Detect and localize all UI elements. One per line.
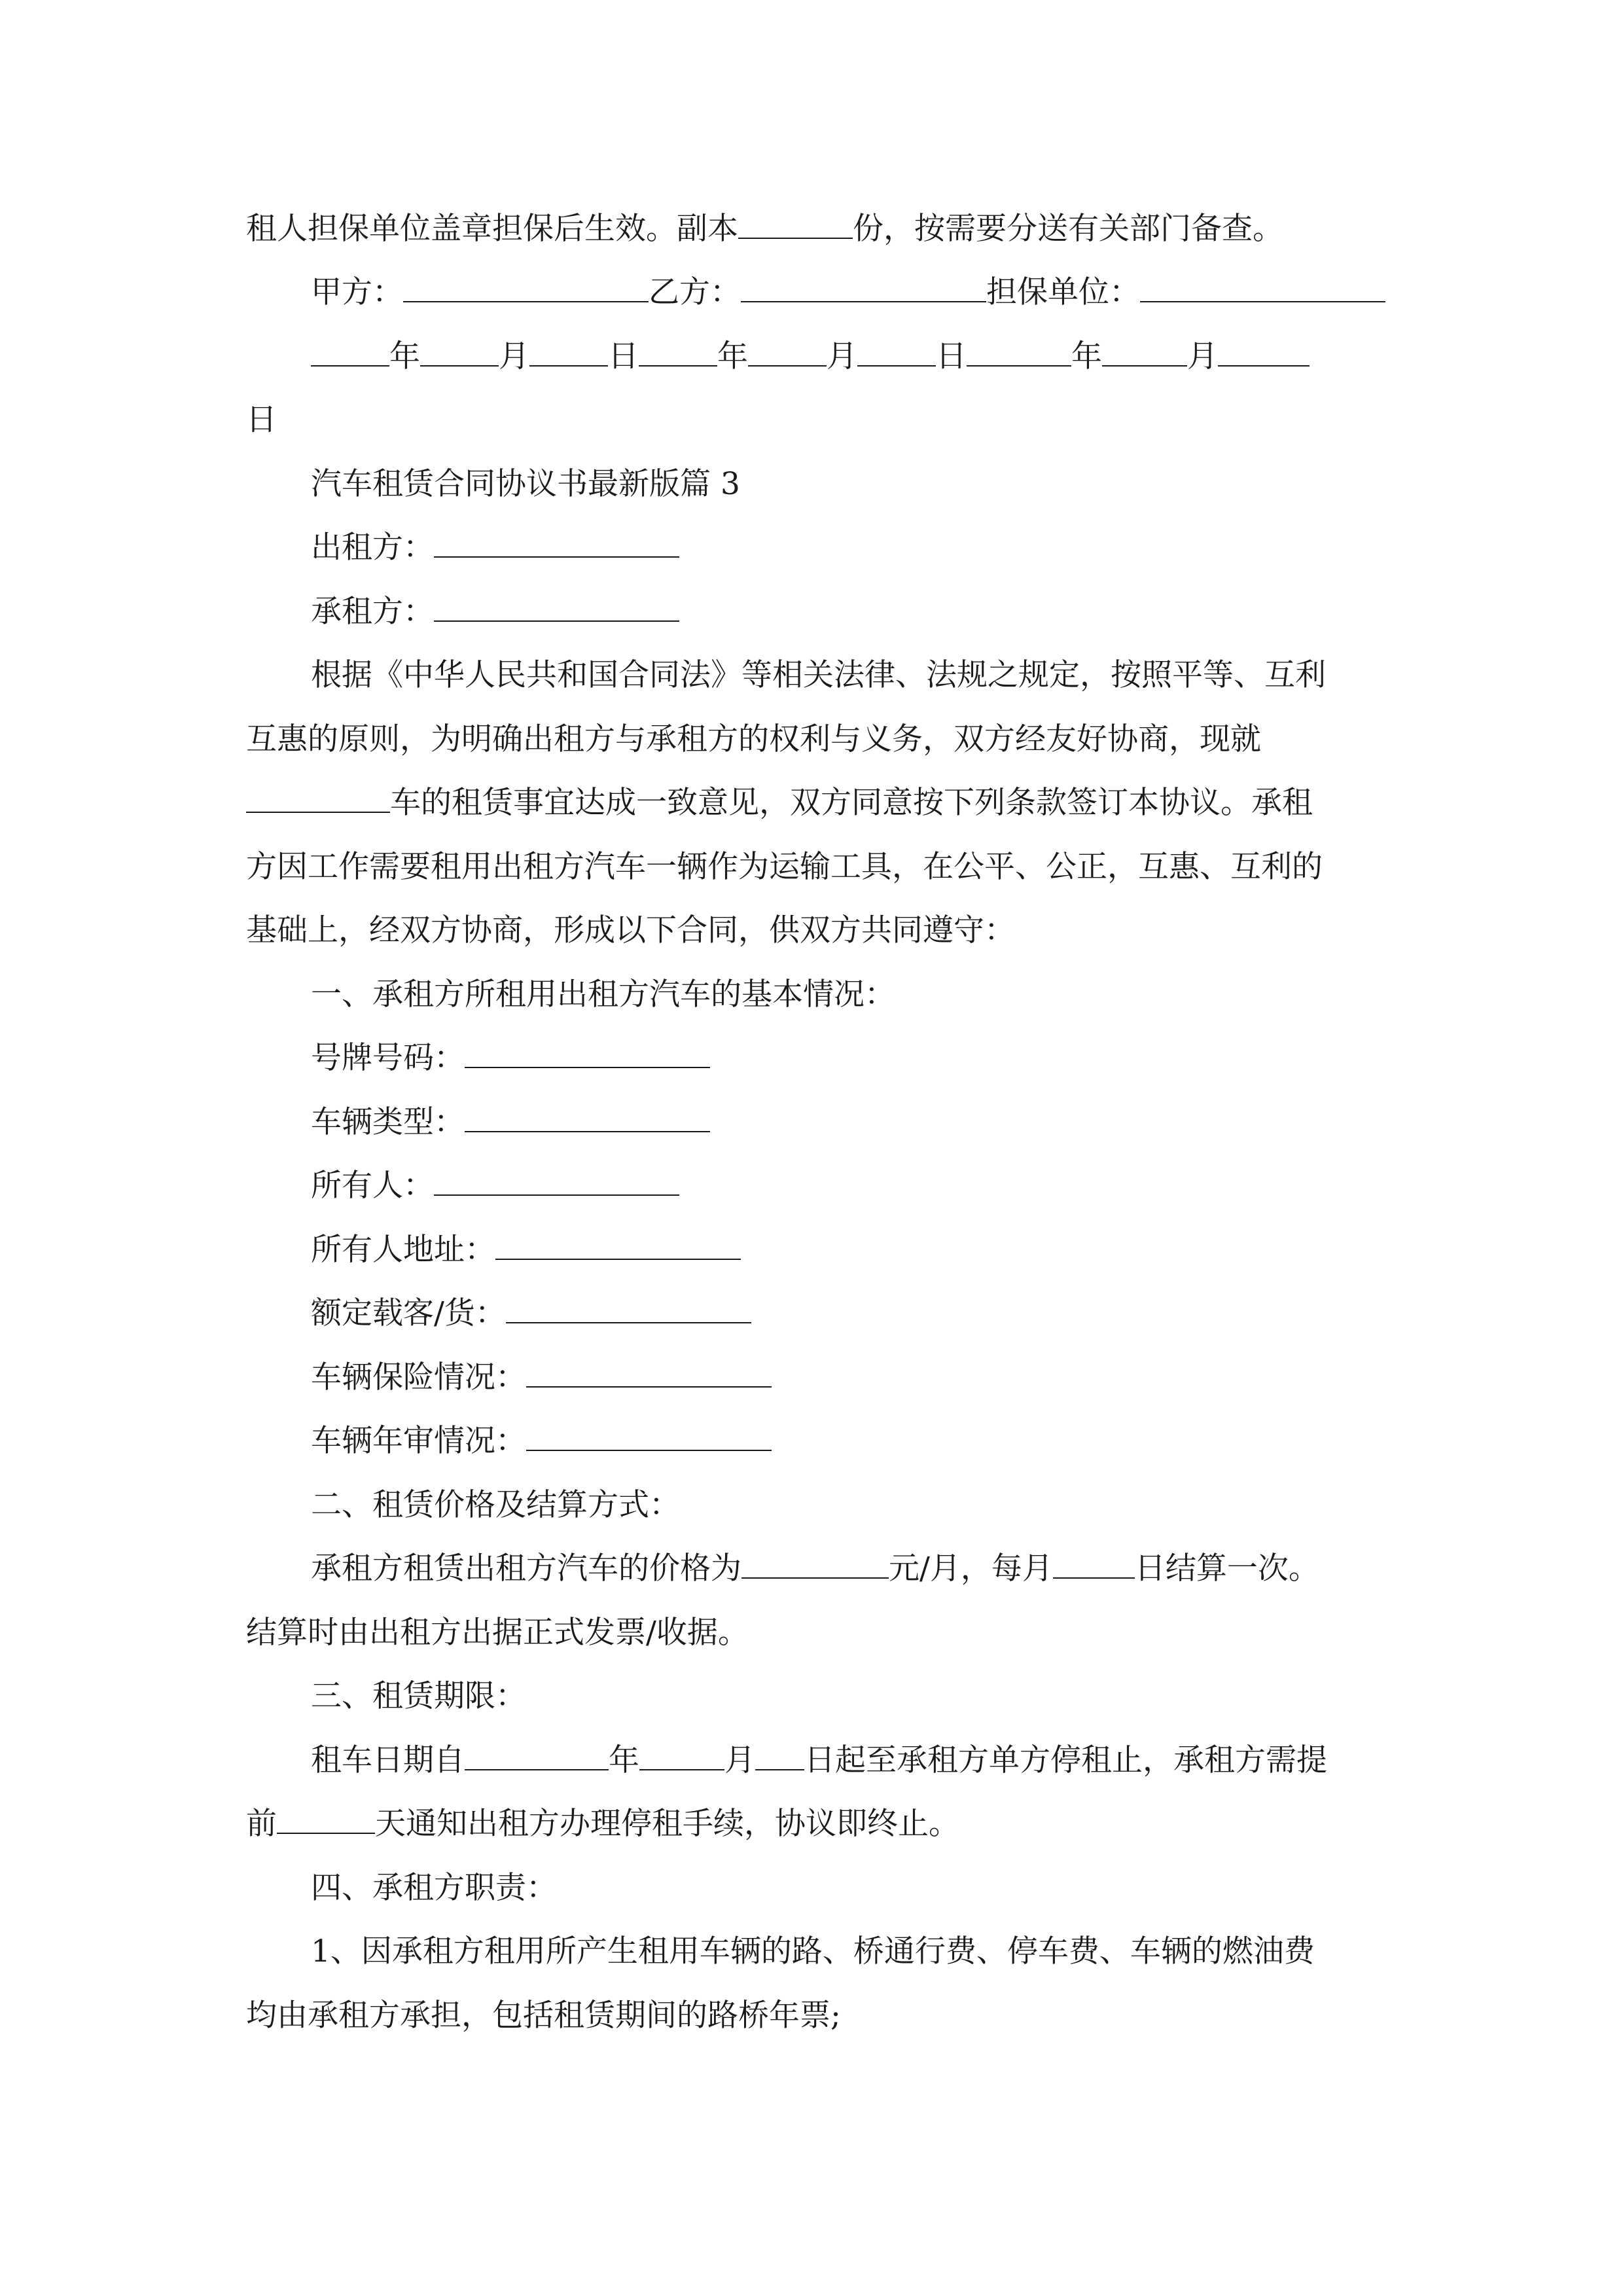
term-year-blank[interactable]	[465, 1743, 609, 1770]
party-b-blank[interactable]	[741, 275, 986, 302]
date-tail: 日	[246, 402, 277, 438]
lessee-blank[interactable]	[434, 594, 679, 622]
field-inspection: 车辆年审情况：	[311, 1422, 1378, 1461]
guarantor-blank[interactable]	[1140, 275, 1385, 302]
para1-line2: 互惠的原则，为明确出租方与承租方的权利与义务，双方经友好协商，现就	[246, 721, 1261, 757]
car-blank[interactable]	[246, 785, 390, 813]
date-blank[interactable]	[857, 339, 936, 367]
para1-line1: 根据《中华人民共和国合同法》等相关法律、法规之规定，按照平等、互利	[311, 657, 1326, 693]
price-blank[interactable]	[741, 1551, 889, 1579]
date-blank[interactable]	[529, 339, 608, 367]
insurance-blank[interactable]	[526, 1360, 772, 1388]
owner-address-blank[interactable]	[495, 1232, 741, 1260]
lessor-blank[interactable]	[434, 530, 679, 558]
section-title: 汽车租赁合同协议书最新版篇 3	[311, 466, 740, 502]
capacity-blank[interactable]	[506, 1296, 751, 1323]
para1-line5: 基础上，经双方协商，形成以下合同，供双方共同遵守：	[246, 912, 1015, 948]
copies-blank[interactable]	[738, 211, 853, 239]
continuation-line: 租人担保单位盖章担保后生效。副本 份，按需要分送有关部门备查。	[246, 211, 1283, 247]
field-insurance: 车辆保险情况：	[311, 1358, 1378, 1397]
date-blank[interactable]	[1218, 339, 1310, 367]
price-line: 承租方租赁出租方汽车的价格为 元/月，每月 日结算一次。	[311, 1551, 1319, 1587]
owner-blank[interactable]	[434, 1168, 679, 1196]
inspection-blank[interactable]	[526, 1424, 772, 1451]
notice-days-blank[interactable]	[277, 1806, 375, 1834]
settle-day-blank[interactable]	[1053, 1551, 1135, 1579]
duty1-line2: 均由承租方承担，包括租赁期间的路桥年票;	[246, 1998, 841, 2034]
price-line2: 结算时由出租方出据正式发票/收据。	[246, 1615, 749, 1651]
date-line: 年 月 日 年 月 日 年 月	[311, 337, 1378, 376]
duty1-line1: 1、因承租方租用所产生租用车辆的路、桥通行费、停车费、车辆的燃油费	[311, 1933, 1315, 1969]
field-capacity: 额定载客/货：	[311, 1294, 1378, 1333]
heading-2: 二、租赁价格及结算方式：	[311, 1487, 680, 1523]
signature-line: 甲方： 乙方： 担保单位：	[311, 273, 1378, 312]
field-owner: 所有人：	[311, 1166, 1378, 1206]
party-a-blank[interactable]	[403, 275, 649, 302]
type-blank[interactable]	[465, 1105, 710, 1132]
heading-1: 一、承租方所租用出租方汽车的基本情况：	[311, 977, 895, 1013]
date-blank[interactable]	[1102, 339, 1187, 367]
field-type: 车辆类型：	[311, 1103, 1378, 1142]
term-line: 租车日期自 年 月 日起至承租方单方停租止，承租方需提	[311, 1742, 1327, 1778]
date-blank[interactable]	[748, 339, 827, 367]
heading-3: 三、租赁期限：	[311, 1678, 526, 1714]
para1-line4: 方因工作需要租用出租方汽车一辆作为运输工具，在公平、公正，互惠、互利的	[246, 849, 1323, 885]
date-blank[interactable]	[967, 339, 1071, 367]
lessee-line: 承租方：	[311, 592, 1378, 632]
date-blank[interactable]	[420, 339, 499, 367]
term-month-blank[interactable]	[639, 1743, 724, 1770]
date-blank[interactable]	[639, 339, 717, 367]
plate-blank[interactable]	[465, 1041, 710, 1068]
heading-4: 四、承租方职责：	[311, 1870, 557, 1906]
para1-line3: 车的租赁事宜达成一致意见，双方同意按下列条款签订本协议。承租	[246, 783, 1378, 823]
date-blank[interactable]	[311, 339, 389, 367]
term-line2: 前 天通知出租方办理停租手续，协议即终止。	[246, 1806, 959, 1842]
lessor-line: 出租方：	[311, 528, 1378, 567]
term-day-blank[interactable]	[755, 1743, 804, 1770]
field-owner-address: 所有人地址：	[311, 1230, 1378, 1270]
field-plate: 号牌号码：	[311, 1039, 1378, 1078]
